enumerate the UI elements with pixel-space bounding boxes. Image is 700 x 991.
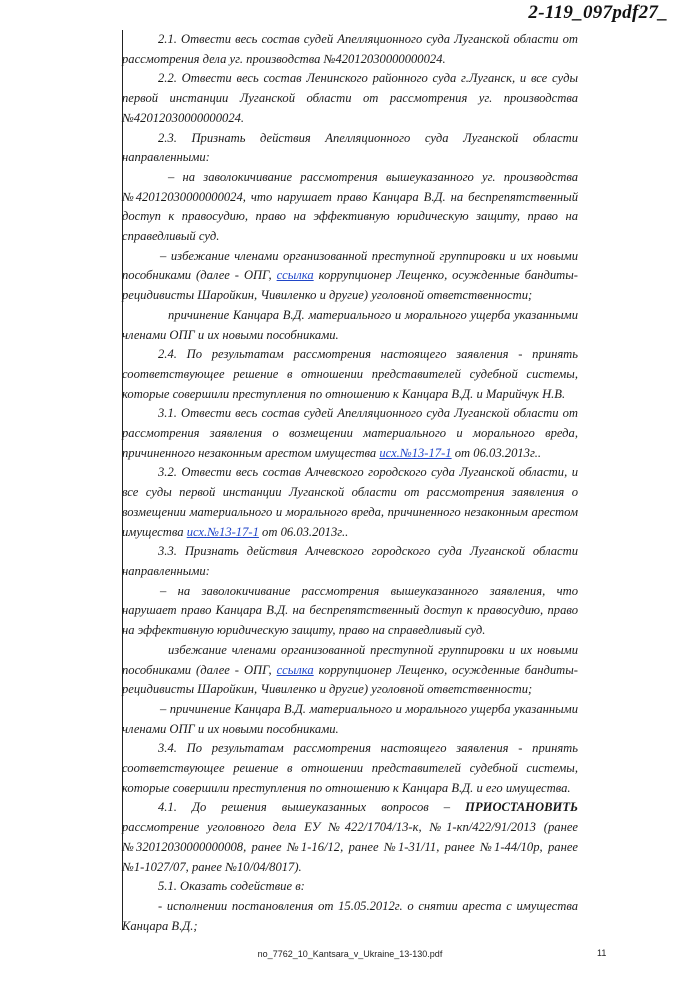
footer-filename: no_7762_10_Kantsara_v_Ukraine_13-130.pdf — [257, 949, 443, 959]
paragraph-3-2-text-2: от 06.03.2013г.. — [258, 524, 349, 539]
paragraph-3-1-text-2: от 06.03.2013г.. — [451, 445, 541, 460]
paragraph-3-2-text-1: 3.2. Отвести весь состав Алчевского городского суда Луганской области, и все суды первой инстанции Луганской области от рассмотрения заявления о возмещении материального и морального вреда, причиненного незаконным арестом имущества — [122, 465, 578, 539]
outgoing-ref-link[interactable]: исх.№13-17-1 — [379, 445, 452, 460]
paragraph-5-1: 5.1. Оказать содействие в: — [158, 879, 305, 894]
document-code-header: 2-119_097pdf27_ — [528, 2, 668, 23]
paragraph-3-3-a: – на заволокичивание рассмотрения вышеуказанного заявления, что нарушает право Канцара В.Д. на беспрепятственный доступ к правосудию, право на эффективную юридическую защиту, право на справедливый суд. — [122, 583, 578, 638]
paragraph-3-1 — [122, 404, 578, 463]
paragraph-2-3-a: – на заволокичивание рассмотрения вышеуказанного уг. производства №42012030000000024, что нарушает право Канцара В.Д. на беспрепятственный доступ к правосудию, право на эффективную юридическую защиту, право на справедливый суд. — [122, 169, 578, 244]
page-number: 11 — [597, 948, 607, 958]
paragraph-4-1-text-1: 4.1. До решения вышеуказанных вопросов – — [158, 800, 466, 815]
paragraph-3-4: 3.4. По результатам рассмотрения настоящего заявления - принять соответствующее решение в отношении представителей судебной системы, которые совершили преступления по отношению к Канцара В.Д. и его имущества. — [122, 741, 578, 795]
paragraph-3-2 — [122, 463, 578, 542]
paragraph-3-3-b-text-2: коррупционер Лещенко, осужденные бандиты-рецидивисты Шаройкин, Чивиленко и другие) уголовной ответственности; — [122, 662, 578, 697]
paragraph-2-4: 2.4. По результатам рассмотрения настоящего заявления - принять соответствующее решение в отношении представителей судебной системы, которые совершили преступления по отношению к Канцара В.Д. и Марийчук Н.В. — [122, 347, 578, 401]
paragraph-3-3-b — [122, 641, 578, 700]
paragraph-5-1-a: - исполнении постановления от 15.05.2012г. о снятии ареста с имущества Канцара В.Д.; — [122, 898, 578, 933]
reference-link[interactable]: ссылка — [276, 268, 314, 283]
paragraph-3-3: 3.3. Признать действия Алчевского городского суда Луганской области направленными: — [122, 544, 578, 578]
paragraph-2-3-b — [122, 247, 578, 306]
reference-link[interactable]: ссылка — [276, 662, 314, 677]
paragraph-3-3-c: – причинение Канцара В.Д. материального и морального ущерба указанными членами ОПГ и их новыми пособниками. — [122, 701, 578, 736]
paragraph-2-1: 2.1. Отвести весь состав судей Апелляционного суда Луганской области от рассмотрения дела уг. производства №42012030000000024. — [122, 32, 578, 66]
paragraph-3-1-text-1: 3.1. Отвести весь состав судей Апелляционного суда Луганской области от рассмотрения заявления о возмещении материального и морального вреда, причиненного незаконным арестом имущества — [122, 406, 578, 460]
paragraph-3-3-b-text-1: избежание членами организованной преступной группировки и их новыми пособниками (далее - ОПГ, — [122, 642, 578, 677]
paragraph-2-3-c: причинение Канцара В.Д. материального и морального ущерба указанными членами ОПГ и их новыми пособниками. — [122, 307, 578, 342]
paragraph-2-3: 2.3. Признать действия Апелляционного суда Луганской области направленными: — [122, 130, 578, 165]
paragraph-4-1 — [122, 798, 578, 877]
paragraph-2-2: 2.2. Отвести весь состав Ленинского районного суда г.Луганск, и все суды первой инстанции Луганской области от рассмотрения уг. производства №42012030000000024. — [122, 71, 578, 125]
outgoing-ref-link[interactable]: исх.№13-17-1 — [186, 524, 259, 539]
paragraph-2-3-b-text-2: коррупционер Лещенко, осужденные бандиты-рецидивисты Шаройкин, Чивиленко и другие) уголовной ответственности; — [122, 268, 578, 303]
suspend-emphasis: ПРИОСТАНОВИТЬ — [465, 800, 578, 815]
paragraph-4-1-text-2: рассмотрение уголовного дела ЕУ №422/1704/13-к, №1-кп/422/91/2013 (ранее №32012030000000008, ранее №1-16/12, ранее №1-31/11, ранее №1-44/10р, ранее №1-1027/07, ранее №10/04/8017). — [122, 820, 578, 874]
document-body — [122, 30, 578, 936]
paragraph-2-3-b-text-1: – избежание членами организованной преступной группировки и их новыми пособниками (далее - ОПГ, — [122, 248, 578, 283]
